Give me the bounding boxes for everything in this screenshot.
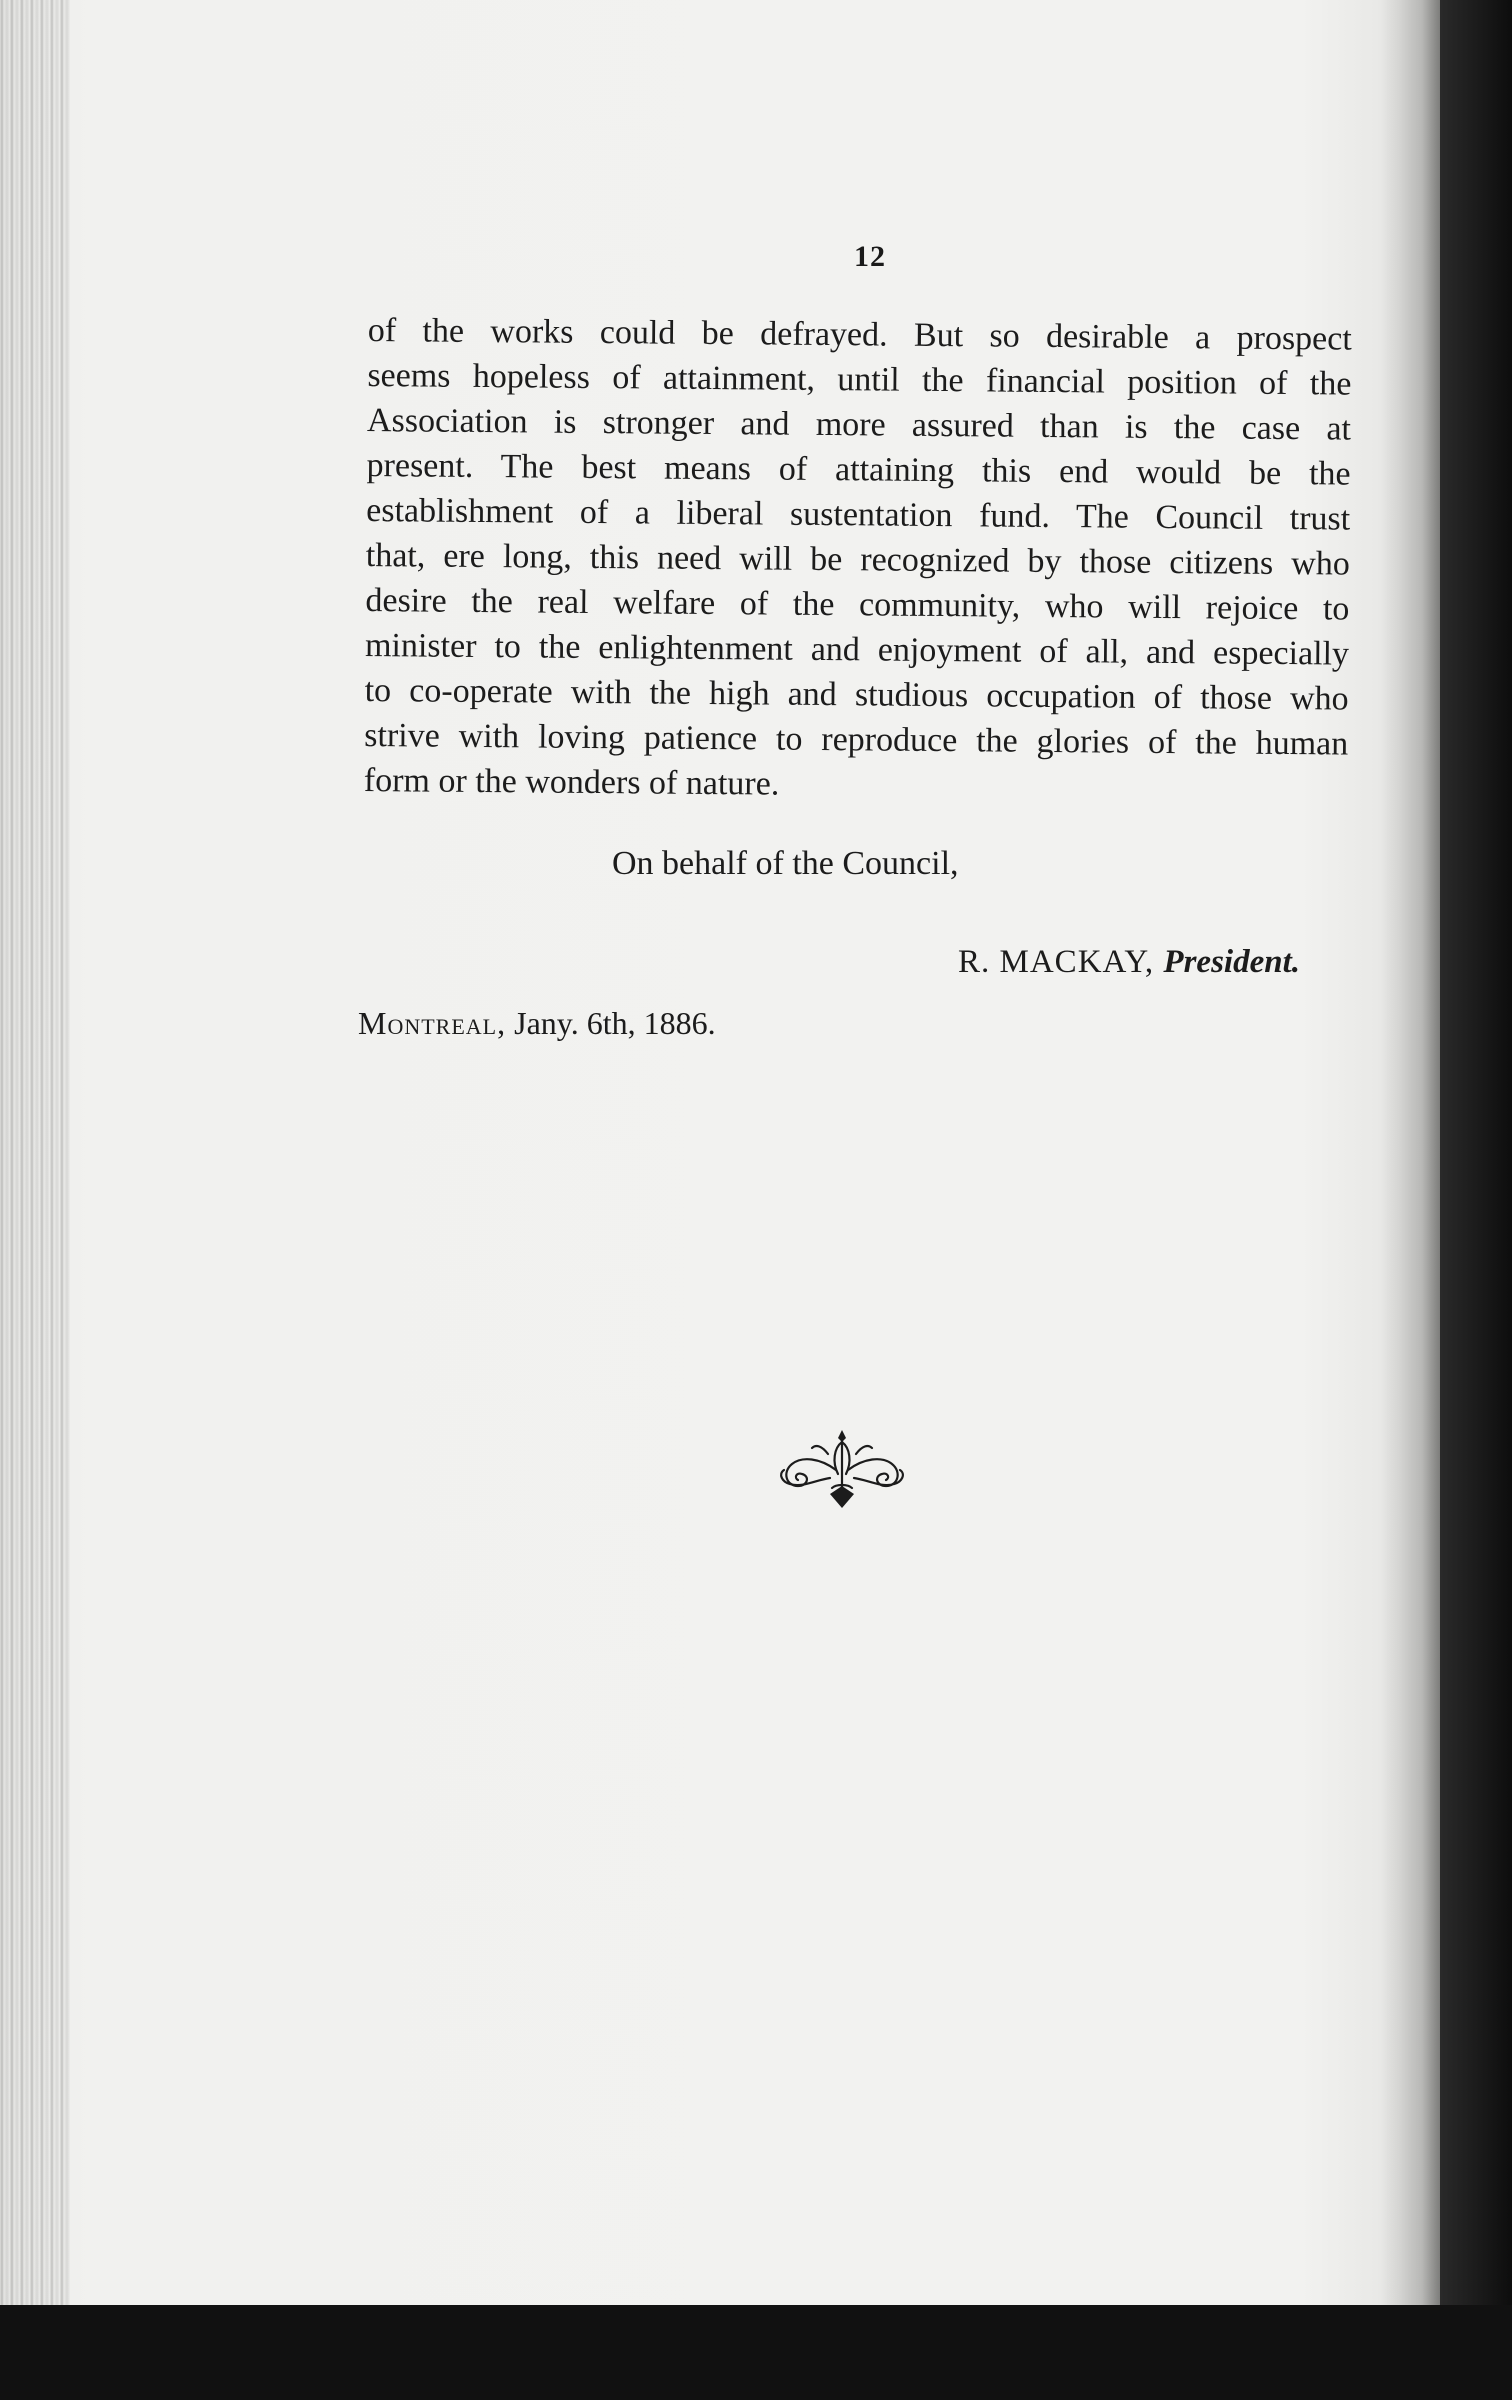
dateline-date: Jany. 6th, 1886. [514,1005,716,1041]
scan-border-bottom [0,2305,1512,2400]
page-number: 12 [854,240,886,273]
body-line: strive with loving patience to reproduce the glories of the human [364,716,1349,763]
closing-phrase: On behalf of the Council, [612,845,959,882]
signatory-name: R. MACKAY, [958,944,1155,980]
dateline [358,1005,716,1042]
body-paragraph [364,308,1352,812]
body-line: form or the wonders of nature. [363,761,780,803]
body-line: that, ere long, this need will be recognized by those citizens who [365,536,1350,583]
body-line: establishment of a liberal sustentation fund. The Council trust [366,491,1351,538]
body-line: desire the real welfare of the community, who will rejoice to [365,581,1350,628]
body-line: present. The best means of attaining this end would be the [366,446,1351,493]
body-line: minister to the enlightenment and enjoyment of all, and especially [364,626,1350,673]
body-line: of the works could be defrayed. But so desirable a prospect [367,311,1352,358]
dateline-place: Montreal, [358,1005,507,1041]
signatory-title: President. [1163,944,1300,980]
body-line: Association is stronger and more assured than is the case at [366,401,1352,448]
fleuron-ornament-icon [772,1428,912,1528]
signature [958,944,1300,981]
scan-border-right [1440,0,1512,2400]
body-line: to co-operate with the high and studious occupation of those who [364,671,1349,718]
body-line: seems hopeless of attainment, until the financial position of the [367,356,1352,403]
page-right-shadow [1380,0,1440,2305]
page-binding-edge [0,0,70,2305]
